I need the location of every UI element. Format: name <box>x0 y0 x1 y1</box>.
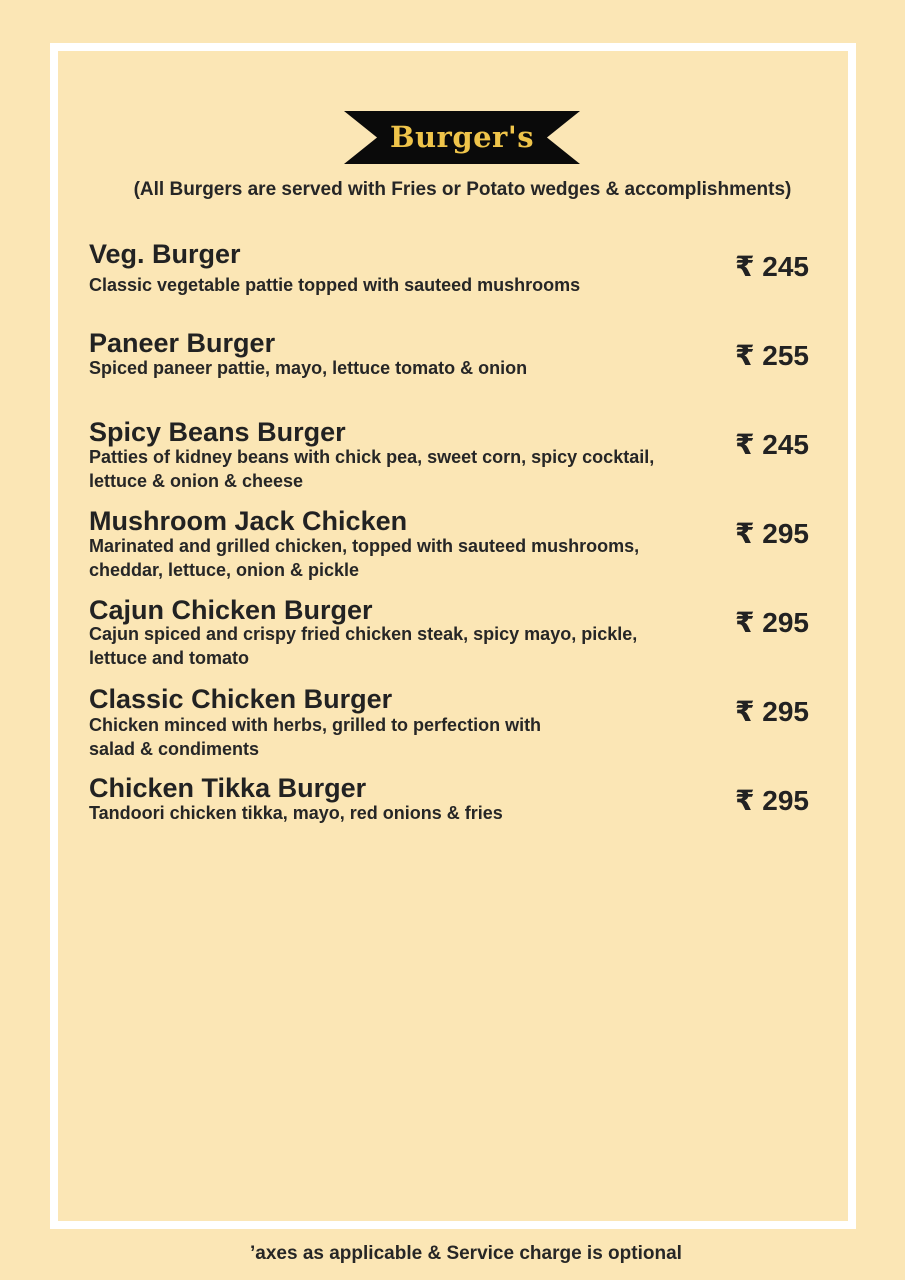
section-subtitle: (All Burgers are served with Fries or Potato wedges & accomplishments) <box>133 179 792 200</box>
menu-item <box>89 773 811 862</box>
item-description: Tandoori chicken tikka, mayo, red onions & fries <box>89 803 503 823</box>
item-description: Patties of kidney beans with chick pea, sweet corn, spicy cocktail, lettuce & onion & cheese <box>89 447 655 491</box>
item-name: Paneer Burger <box>89 328 276 358</box>
menu-item <box>89 417 811 506</box>
item-name: Chicken Tikka Burger <box>89 773 367 803</box>
menu-item <box>89 684 811 773</box>
item-price: ₹ 295 <box>735 785 809 816</box>
item-price: ₹ 245 <box>735 429 809 460</box>
item-name: Cajun Chicken Burger <box>89 595 373 625</box>
item-price: ₹ 245 <box>735 251 809 282</box>
menu-item <box>89 506 811 595</box>
item-name: Classic Chicken Burger <box>89 684 393 714</box>
item-description: Classic vegetable pattie topped with sauteed mushrooms <box>89 275 581 295</box>
section-title: Burger's <box>389 120 535 154</box>
item-price: ₹ 295 <box>735 518 809 549</box>
menu-item <box>89 239 811 328</box>
menu-item <box>89 328 811 417</box>
item-description: Spiced paneer pattie, mayo, lettuce tomato & onion <box>89 358 528 378</box>
item-description: Cajun spiced and crispy fried chicken steak, spicy mayo, pickle, lettuce and tomato <box>89 624 638 668</box>
item-name: Mushroom Jack Chicken <box>89 506 408 536</box>
item-name: Spicy Beans Burger <box>89 417 346 447</box>
menu-list <box>89 239 811 862</box>
item-description: Chicken minced with herbs, grilled to perfection with salad & condiments <box>89 715 542 759</box>
menu-item <box>89 595 811 684</box>
item-price: ₹ 295 <box>735 607 809 638</box>
item-price: ₹ 255 <box>735 340 809 371</box>
item-name: Veg. Burger <box>89 239 241 269</box>
item-price: ₹ 295 <box>735 696 809 727</box>
footer-note: ʼaxes as applicable & Service charge is optional <box>250 1243 682 1264</box>
item-description: Marinated and grilled chicken, topped with sauteed mushrooms, cheddar, lettuce, onion & pickle <box>89 536 640 580</box>
